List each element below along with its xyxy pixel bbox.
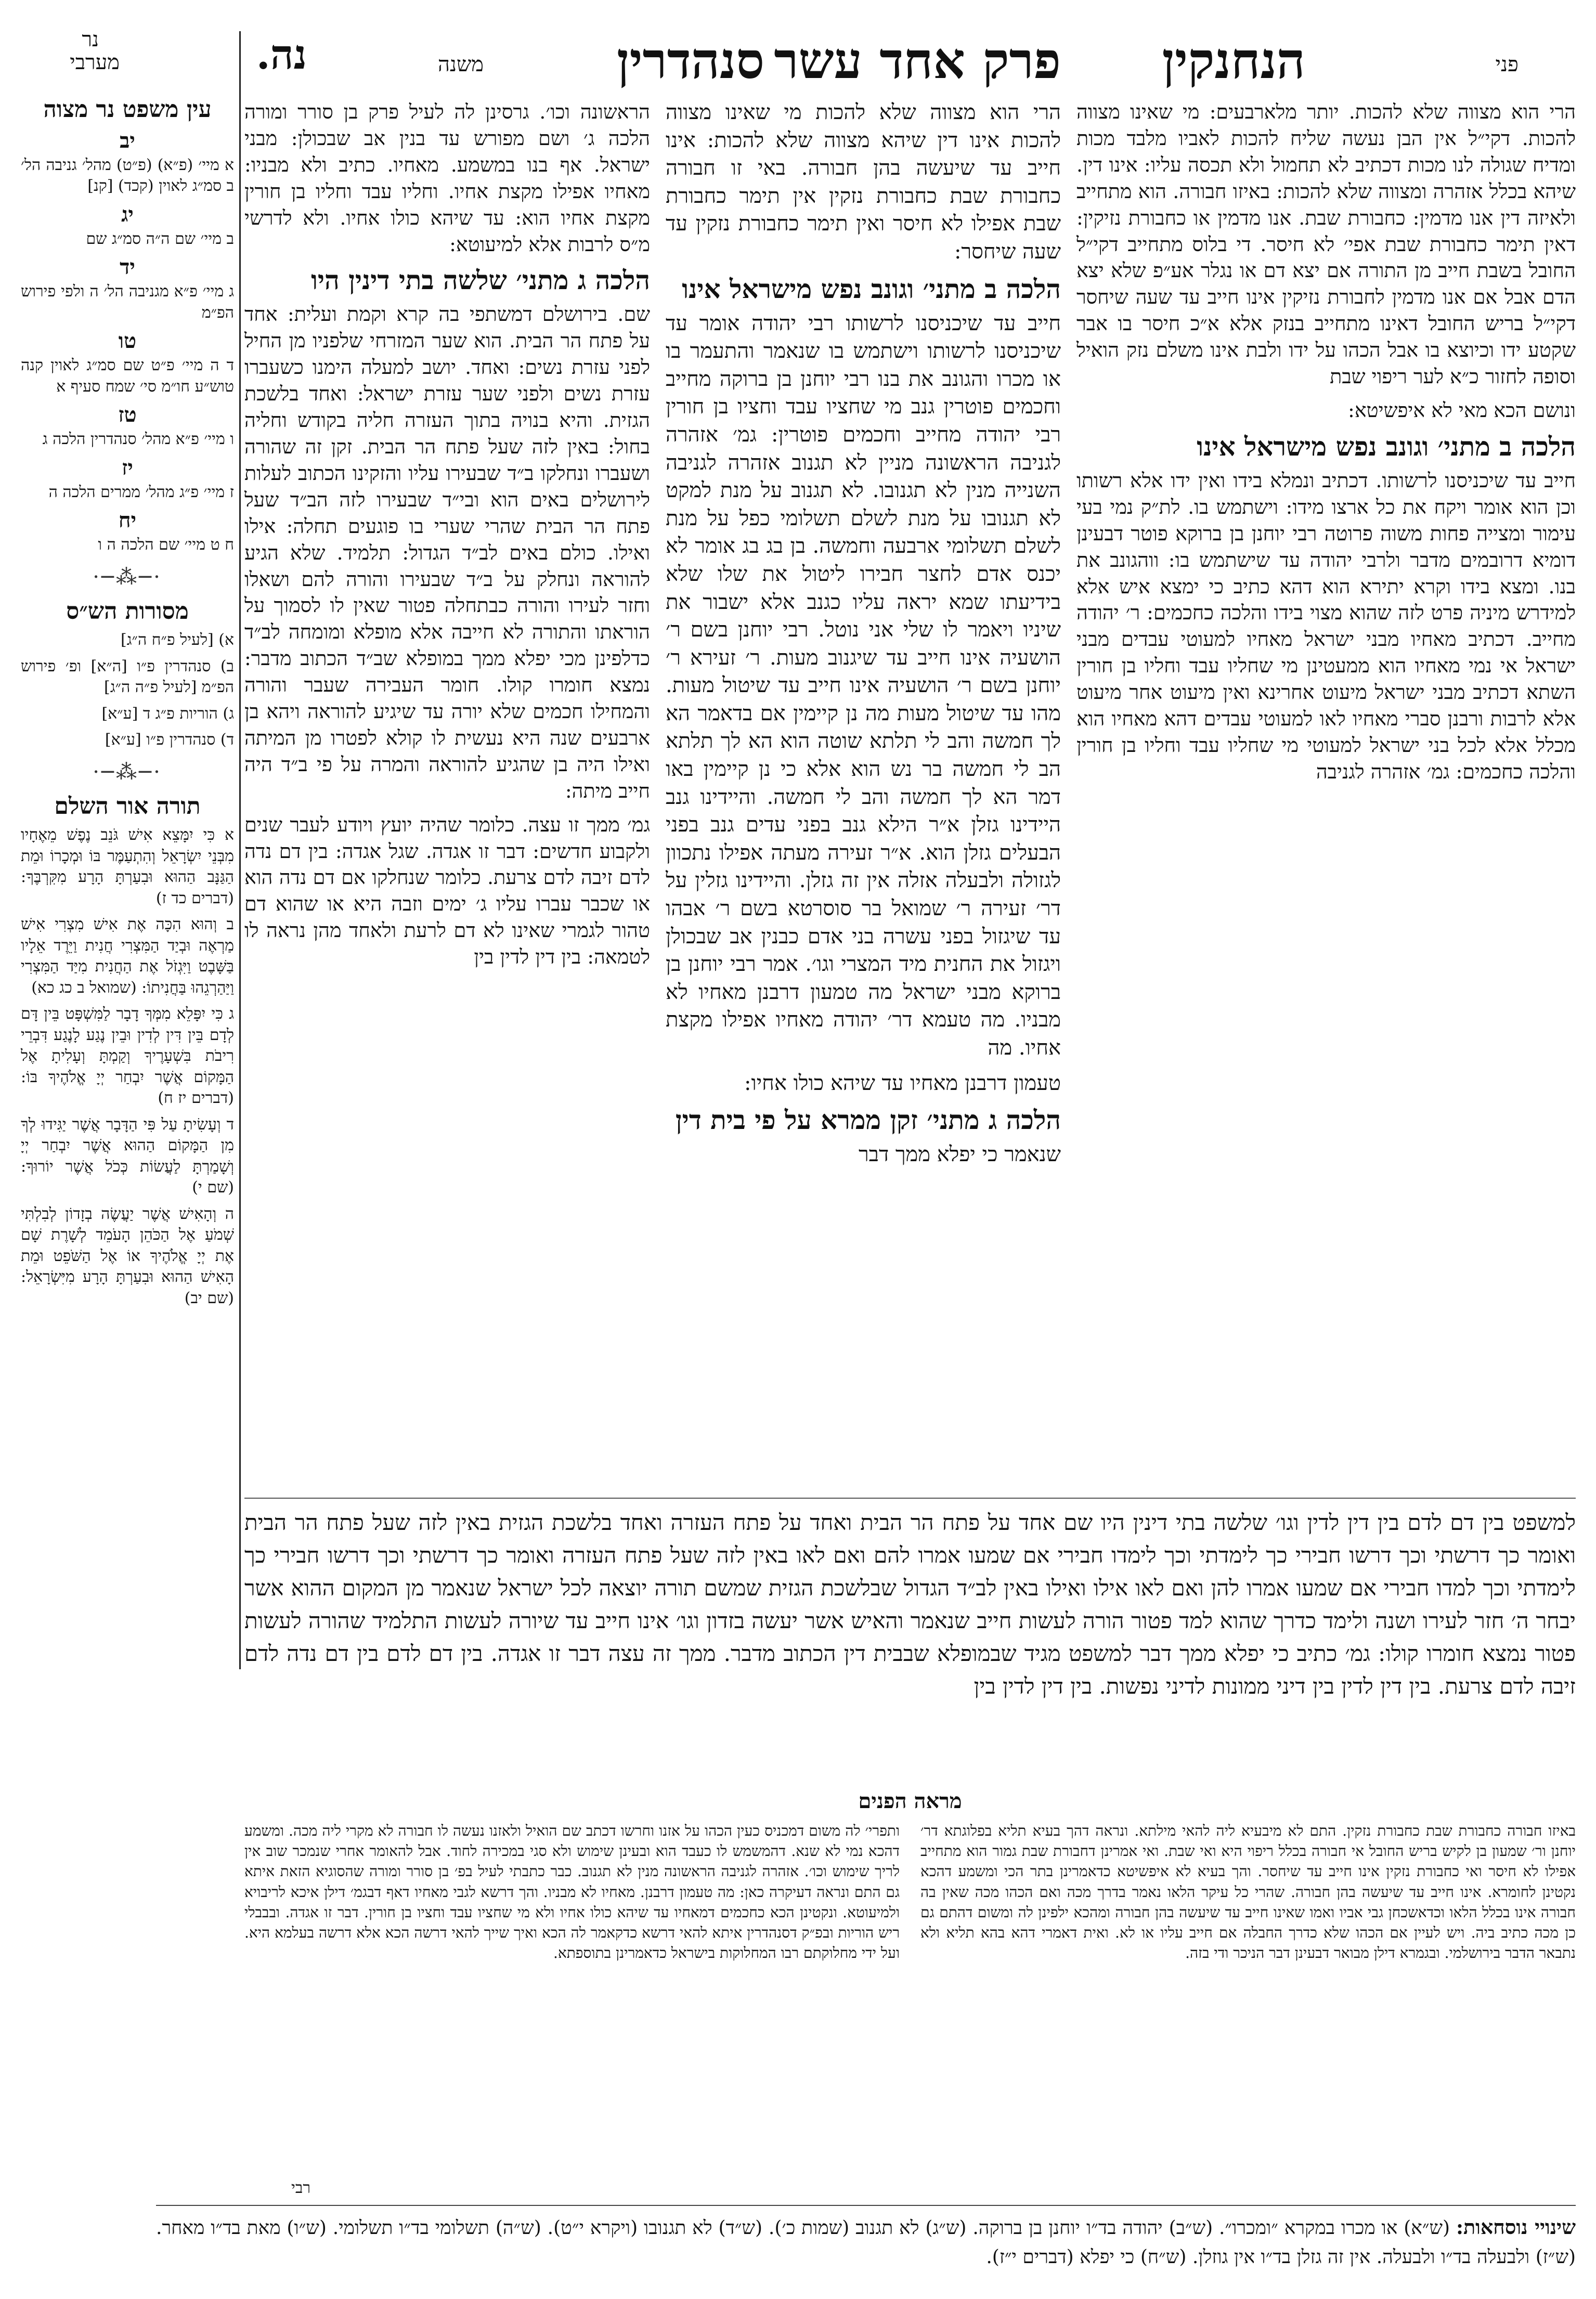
ein-mishpat-title: עין משפט נר מצוה xyxy=(43,96,212,123)
ornament-divider-icon: ·─⁂─· xyxy=(93,565,162,589)
page-number: נה. xyxy=(256,31,307,79)
ein-mishpat-list xyxy=(16,128,239,556)
main-text-column xyxy=(666,99,1061,1399)
entry-marker: יז xyxy=(122,455,133,480)
perek-number: פרק אחד עשר xyxy=(774,31,1061,90)
masoret-entry: ג) הוריות פ״ג ד [ע״א] xyxy=(101,704,234,723)
catchword: רבי xyxy=(291,2179,311,2197)
ein-mishpat-entry xyxy=(16,128,239,197)
masoret-entry: א) [לעיל פ״ח ה״ג] xyxy=(120,631,234,650)
perek-name: הנחנקין xyxy=(1162,31,1305,90)
ein-mishpat-entry xyxy=(16,329,239,397)
entry-text: ב מיי׳ שם ה״ה סמ״ג שם xyxy=(86,229,234,248)
maaravi-label: מערבי xyxy=(70,50,120,74)
torah-verse: ד וְעָשִׂיתָ עַל פִּי הַדָּבָר אֲשֶׁר יַגִּידוּ לְךָ מִן הַמָּקוֹם הַהוּא אֲשֶׁר יִבְחַר יְיָ וְשָׁמַרְתָּ לַעֲשׂוֹת כְּכֹל אֲשֶׁר יוֹרוּךָ: (שם י) xyxy=(21,1115,234,1197)
torah-verse: ה וְהָאִישׁ אֲשֶׁר יַעֲשֶׂה בְזָדוֹן לְבִלְתִּי שְׁמֹעַ אֶל הַכֹּהֵן הָעֹמֵד לְשָׁרֶת שָׁם אֶת יְיָ אֱלֹהֶיךָ אוֹ אֶל הַשֹּׁפֵט וּמֵת הָאִישׁ הַהוּא וּבִעַרְתָּ הָרָע מִיִּשְׂרָאֵל: (שם יב) xyxy=(21,1204,234,1307)
entry-text: ג מיי׳ פ״א מגניבה הל׳ ה ולפי פירוש הפ״מ xyxy=(21,282,234,322)
mare-panim-column-left: ותפרי׳ לה משום דמכניס כעין הכהו על אזנו וחרשו דכתב שם הואיל ולאזנו נעשה לו חבורה לא מקרי ליה מכה. ומשמע דהכא נמי לא שנא. דהמשמש לו כעבד הוא ובעינן שימוש ולא סגי במכירה לחוד. אבל להאומר אחרי שנמכר שוב אין לריך שימוש וכו׳. אזהרה לגניבה הראשונה מנין לא תגנוב. כבר כתבתי לעיל בפ׳ בן סורר ומורה שהסוגיא הזאת איתא גם התם ונראה דעיקרה כאן: מה טעמון דרבנן. מאחיו לא מבניו. והך דרשא לגבי מאחיו דאף דבגמ׳ דילן איכא לריבויא ולמיעוטא. ונקטינן הכא כחכמים דמאחיו עד שיהא כולו אחיו ולא מי שחציו עבד וחציו בן חורין. דבר זו אגדה. ובבבלי ריש הוריות ובפ״ק דסנהדרין איתא להאי דרשא כדקאמר לה הכא ואיך שייך להאי דרשה הכא אלא דרשה בעלמא היא. ועל ידי מחלוקתם רבו המחלוקות בישראל כדאמרינן בתוספתא. xyxy=(244,1822,900,1962)
entry-text: ו מיי׳ פ״א מהל׳ סנהדרין הלכה ג xyxy=(42,430,234,449)
torah-or-title: תורה אור השלם xyxy=(54,793,201,820)
mare-panim-columns xyxy=(244,1821,1576,2153)
torah-verse: א כִּי יִמָּצֵא אִישׁ גֹּנֵב נֶפֶשׁ מֵאֶחָיו מִבְּנֵי יִשְׂרָאֵל וְהִתְעַמֶּר בּוֹ וּמְכָרוֹ וּמֵת הַגַּנָּב הַהוּא וּבִעַרְתָּ הָרָע מִקִּרְבֶּךָ: (דברים כד ז) xyxy=(21,826,234,907)
main-text-paragraph: שנאמר כי יפלא ממך דבר xyxy=(859,1142,1061,1167)
masoret-entry: ב) סנהדרין פ״ו [ה״א] ופ׳ פירוש הפ״מ [לעיל פ״ה ה״ג] xyxy=(21,657,234,697)
margin-gutter xyxy=(16,31,241,1669)
entry-marker: יח xyxy=(118,508,137,533)
commentary-paragraph: ונושם הכא מאי לא איפשיטא: xyxy=(1348,398,1576,422)
commentary-paragraph: הרי הוא מצווה שלא להכות. יותר מלארבעים: מי שאינו מצווה להכות. דקי״ל אין הבן נעשה שליח להכות לאביו מלבד מכות ומדיח שגולה לנו מכות דכתיב לא תחמול ולא תכסה עליו: אינו דין. שיהא בכלל אזהרה ומצווה שלא להכות: באיזו חבורה. הוא מתחייב ולאיזה דין אנו מדמין: כחבורת שבת. אנו מדמין או כחבורת נזיקין: דאין תימר כחבורת שבת אפי׳ לא חיסר. די בלוס מתחייב דקי״ל החובל בשבת חייב מן התורה אם יצא דם או נגלר אע״פ שלא יצא הדם אבל אם אנו מדמין לחבורת נזיקין אינו חייב עד שעה שיחסר דקי״ל בריש החובל דאינו מתחייב בנזק אלא א״כ חיסר בו אבר שקטע ידו וכיוצא בו אבל הכהו על ידו ולבת אינו משלם נזק הואיל וסופה לחזור כ״א לער ריפוי שבת xyxy=(1076,100,1576,388)
main-text-full-width: למשפט בין דם לדם בין דין לדין וגו׳ שלשה בתי דינין היו שם אחד על פתח הר הבית ואחד על פתח העזרה ואחד בלשכת הגזית באין לזה שעל פתח הר הבית ואומר כך דרשתי וכך דרשו חבירי כך לימדתי וכך לימדו חבירי אם שמעו אמרו להם ואם לאו באין לזה שעל פתח העזרה ואומר כך דרשתי וכך דרשו חבירי כך לימדתי וכך למדו חבירי אם שמעו אמרו להן ואם לאו אילו ואילו באין לב״ד הגדול שבלשכת הגזית שמשם תורה יוצאה לכל ישראל שנאמר מן המקום ההוא אשר יבחר ה׳ חזר לעירו ושנה ולימד כדרך שהוא למד פטור הורה לעשות חייב שנאמר והאיש אשר יעשה בזדון וגו׳ אינו חייב עד שיורה לעשות התלמיד שהורה לעשות פטור נמצא חומרו קולו: גמ׳ כתיב כי יפלא ממך דבר למשפט מגיד שבמופלא שבבית דין הכתוב מדבר. ממך זה עצה דבר זו אגדה. בין דם לדם בין דם נדה לדם זיבה לדם צרעת. בין דין לדין בין דיני ממונות לדיני נפשות. בין דין לדין בין xyxy=(244,1498,1576,1776)
mare-panim-section xyxy=(244,1789,1576,2163)
ein-mishpat-entry xyxy=(16,255,239,323)
commentary-paragraph: שם. בירושלם דמשתפי בה קרא וקמת ועלית: אחד על פתח הר הבית. הוא שער המזרחי שלפניו מן החיל לפני עזרת נשים: ואחד. יושב למעלה הימנו כשעברו עזרת נשים ולפני שער עזרת ישראל: ואחד בלשכת הגזית. והיא בנויה בתוך העזרה חליה בקודש וחליה בחול: באין לזה שעל פתח הר הבית. זקן זה שהורה ושעברו ונחלקו ב״ד שבעירו עליו והזקינו הכתוב לעלות לירושלים באים הוא ובי״ד שבעירו לזה הב״ד שעל פתח הר הבית שהרי שערי בו פוגעים תחלה: אילו ואילו. כולם באים לב״ד הגדול: תלמיד. שלא הגיע להוראה ונחלק על ב״ד שבעירו והורה להם ושאלו וחזר לעירו והורה כבתחלה פטור שאין לו לסמוך על הוראתו והתורה לא חייבה אלא מופלא ומומחה לב״ד כדלפינן מכי יפלא ממך במופלא שב״ד הכתוב מדבר: נמצא חומרו קולו. חומר העבירה שעבר והורה והמחילו חכמים שלא יורה עד שיגיע להוראה ויהא בן ארבעים שנה היא נעשית לו קולא לפטרו מן המיתה ואילו היה בן שהגיע להוראה והמרה על פי ב״ד היה חייב מיתה: xyxy=(244,303,650,802)
nuschaot-label: שינויי נוסחאות: xyxy=(1456,2215,1576,2239)
nuschaot-footnotes xyxy=(156,2205,1576,2280)
pnei-label: פני xyxy=(1495,53,1519,76)
ornament-divider-icon: ·─⁂─· xyxy=(93,760,162,784)
torah-verse: ג כִּי יִפָּלֵא מִמְּךָ דָבָר לַמִּשְׁפָּט בֵּין דָּם לְדָם בֵּין דִּין לְדִין וּבֵין נֶגַע לָנֶגַע דִּבְרֵי רִיבֹת בִּשְׁעָרֶיךָ וְקַמְתָּ וְעָלִיתָ אֶל הַמָּקוֹם אֲשֶׁר יִבְחַר יְיָ אֱלֹהֶיךָ בּוֹ: (דברים יז ח) xyxy=(21,1005,234,1108)
entry-marker: טו xyxy=(118,329,137,354)
main-text-paragraph: הרי הוא מצווה שלא להכות מי שאינו מצווה להכות אינו דין שיהא מצווה שלא להכות: אינו חייב עד שיעשה בהן חבורה. באי זו חבורה כחבורת שבת כחבורת נזקין אין תימר כחבורת שבת אפילו לא חיסר ואין תימר כחבורת נזקין עד שעה שיחסר: xyxy=(666,100,1061,264)
ein-mishpat-entry xyxy=(16,202,239,250)
entry-marker: יב xyxy=(120,128,135,153)
page-header xyxy=(21,28,1576,94)
mare-panim-title: מראה הפנים xyxy=(858,1789,962,1813)
commentary-paragraph: חייב עד שיכניסנו לרשותו. דכתיב ונמלא בידו ואין ידו אלא רשותו וכן הוא אומר ויקח את כל ארצו מידו: וישתמש בו. לת״ק נמי בעי עימור ומצייה פחות משוה פרוטה רבי יוחנן בן ברוקא פוטר דבעינן דומיא דרובמים מדבר ולרבי יהודה עד שישתמש בו: ווהגונב את בנו. ומצא בידו וקרא יתירא הוא דהא כתיב כי ימצא איש אלא למידרש מיניה פרט לזה שהוא מצוי בידו והלכה כחכמים: ר׳ יהודה מחייב. דכתיב מאחיו מבני ישראל מאחיו למעוטי עבדים מבני ישראל אי נמי מאחיו הוא ממעטינן מי שחליו עבד וחליו בן חורין השתא דכתיב מבני ישראל מיעוט אחרינא ואין מיעוט אחר מיעוט אלא לרבות ורבנן סברי מאחיו לאו למעוטי עבדים דהא מאחיו הוא מכלל אלא לכל בני ישראל למעוטי מי שחליו עבד וחליו בן חורין והלכה כחכמים: גמ׳ אזהרה לגניבה xyxy=(1076,469,1576,783)
ner-label: נר xyxy=(82,28,99,51)
ein-mishpat-entry xyxy=(16,456,239,503)
main-text-paragraph: טעמון דרבנן מאחיו עד שיהא כולו אחיו: xyxy=(744,1071,1061,1095)
commentary-left-column xyxy=(244,99,650,1492)
main-text-paragraph: חייב עד שיכניסנו לרשותו רבי יהודה אומר עד שיכניסנו לרשותו וישתמש בו שנאמר והתעמר בו או מכרו והגונב את בנו רבי יוחנן בן ברוקה מחייב וחכמים פוטרין גנב מי שחציו עבד וחציו בן חורין רבי יהודה מחייב וחכמים פוטרין: גמ׳ אזהרה לגניבה הראשונה מניין לא תגנוב אזהרה לגניבה השנייה מנין לא תגנובו. לא תגנוב על מנת למקט לא תגנובו על מנת לשלם תשלומי כפל על מנת לשלם תשלומי ארבעה וחמשה. בן בג בג אומר לא יכנס אדם לחצר חבירו ליטול את שלו שלא בידיעתו שמא יראה עליו כגנב אלא ישבור את שיניו ויאמר לו שלי אני נוטל. רבי יוחנן בשם ר׳ הושעיה אינו חייב עד שיגנוב מעות. ר׳ זעירא ר׳ יוחנן בשם ר׳ הושעיה אינו חייב עד שיטול מעות. מהו עד שיטול מעות מה נן קיימין אם בדאמר הא לך חמשה והב לי תלתא שוטה הוא הא לך תלתא הב לי חמשה בר נש הוא אלא כי נן קיימין באו דמר הא לך חמשה והב לי חמשה. והיידינו גנב היידינו גזלן א״ר הילא גנב בפני עדים גנב בפני הבעלים גזלן הוא. א״ר זעירה מעתה אפילו נתכוון לגזולה ולבעלה אזלה אין זה גזלן. והיידינו גזלין על דר׳ זעירה ר׳ שמואל בר סוסרטא בשם ר׳ אבהו עד שיגזול בפני עשרה בני אדם כבנין אב שבכולן ויגזול את החנית מיד המצרי וגו׳. אמר רבי יוחנן בן ברוקא מבני ישראל מה טמעון דרבנן מאחיו לא מבניו. מה טעמא דר׳ יהודה מאחיו אפילו מקצת אחיו. מה xyxy=(666,311,1061,1060)
entry-text: ח ט מיי׳ שם הלכה ה ו xyxy=(98,536,234,554)
commentary-paragraph: הראשונה וכו׳. גרסינן לה לעיל פרק בן סורר ומורה הלכה ג׳ ושם מפורש עד בנין אב שבכולן: מבני ישראל. אף בנו במשמע. מאחיו. כתיב ולא מבניו: מאחיו אפילו מקצת אחיו. וחליו עבד וחליו בן חורין מקצת אחיו הוא: עד שיהא כולו אחיו. ולא לדרשי מ״ס לרבות אלא למיעוטא: xyxy=(244,100,650,256)
entry-marker: יג xyxy=(121,202,134,227)
ein-mishpat-entry xyxy=(16,402,239,450)
masoret-title: מסורות הש״ס xyxy=(66,598,189,625)
tractate-name: סנהדרין xyxy=(616,31,764,90)
entry-text: ז מיי׳ פ״ג מהל׳ ממרים הלכה ה xyxy=(48,483,234,501)
halacha-heading: הלכה ג מתני׳ שלשה בתי דינין היו xyxy=(311,265,650,296)
mare-panim-column-right: באיזו חבורה כחבורת שבת כחבורת נזקין. התם לא מיבעיא ליה להאי מילתא. ונראה דהך בעיא תליא בפלוגתא דר׳ יוחנן ור׳ שמעון בן לקיש בריש החובל אי חבורה בכלל ריפוי היא ואי שבת. ואי אמרינן דחבורת שבת גמור הוא מתחייב אפילו לא חיסר ואי כחבורת נזקין אינו חייב עד שיחסר. והך בעיא לא איפשיטא כדאמרינן בתר הכי ומשמע דהכא נקטינן לחומרא. אינו חייב עד שיעשה בהן חבורה. שהרי כל עיקר הלאו נאמר בדרך מכה ואם הכהו מכה שאין בה חבורה אינו בכלל הלאו וכדאשכחן גבי אביו ואמו שאינו חייב עד שיעשה בהן חבורה ומהכא ילפינן לה ומשום דהתם גם כן מכה כתיב ביה. ויש לעיין אם הכהו שלא כדרך החבלה אם חייב עליו או לא. ואית דאמרי דהא בהא תליא ולא נתבאר הדבר בירושלמי. ובגמרא דילן מבואר דבעינן דבר הניכר ודי בזה. xyxy=(920,1822,1576,1962)
halacha-heading: הלכה ב מתני׳ וגונב נפש מישראל אינו xyxy=(682,273,1061,304)
halacha-heading: הלכה ב מתני׳ וגונב נפש מישראל אינו xyxy=(1197,431,1576,462)
halacha-heading: הלכה ג מתני׳ זקן ממרא על פי בית דין xyxy=(675,1105,1061,1136)
nuschaot-text: (ש״א) או מכרו במקרא ״ומכרו״. (ש״ב) יהודה בד״ו יוחנן בן ברוקה. (ש״ג) לא תגנוב (שמות כ׳). (ש״ד) לא תגנובו (ויקרא י״ט). (ש״ה) תשלומי בד״ו תשלומי. (ש״ו) מאת בד״ו מאחר. (ש״ז) ולבעלה בד״ו ולבעלה. אין זה גזלן בד״ו אין גוזלן. (ש״ח) כי יפלא (דברים י״ז). xyxy=(156,2217,1576,2268)
ein-mishpat-entry xyxy=(16,508,239,556)
entry-text: א מיי׳ (פ״א) (פ״ט) מהל׳ גניבה הל׳ ב סמ״ג לאוין (קכד) [קנ] xyxy=(21,155,234,196)
mishna-label: משנה xyxy=(437,53,484,76)
masoret-entry: ד) סנהדרין פ״ו [ע״א] xyxy=(105,731,234,749)
commentary-right-column xyxy=(1076,99,1576,1492)
entry-marker: יד xyxy=(120,255,135,280)
entry-text: ד ה מיי׳ פ״ט שם סמ״ג לאוין קנה טוש״ע חו״מ סי׳ שמח סעיף א xyxy=(21,356,234,396)
entry-marker: טז xyxy=(118,402,137,427)
commentary-paragraph: גמ׳ ממך זו עצה. כלומר שהיה יועץ ויודע לעבר שנים ולקבוע חדשים: דבר זו אגדה. שגל אגדה: בין דם נדה לדם זיבה לדם צרעת. כלומר שנחלקו אם דם נדה הוא או שכבר עברו עליו ג׳ ימים וזבה היא או שהוא דם טהור לגמרי שאינו לא דם לרעת ולאחד מהן נראה לו לטמאה: בין דין לדין בין xyxy=(244,813,650,969)
torah-verse: ב וְהוּא הִכָּה אֶת אִישׁ מִצְרִי אִישׁ מַרְאֶה וּבְיַד הַמִּצְרִי חֲנִית וַיֵּרֶד אֵלָיו בַּשָּׁבֶט וַיִּגְזֹל אֶת הַחֲנִית מִיַּד הַמִּצְרִי וַיַּהַרְגֵהוּ בַּחֲנִיתוֹ: (שמואל ב כג כא) xyxy=(21,915,234,997)
